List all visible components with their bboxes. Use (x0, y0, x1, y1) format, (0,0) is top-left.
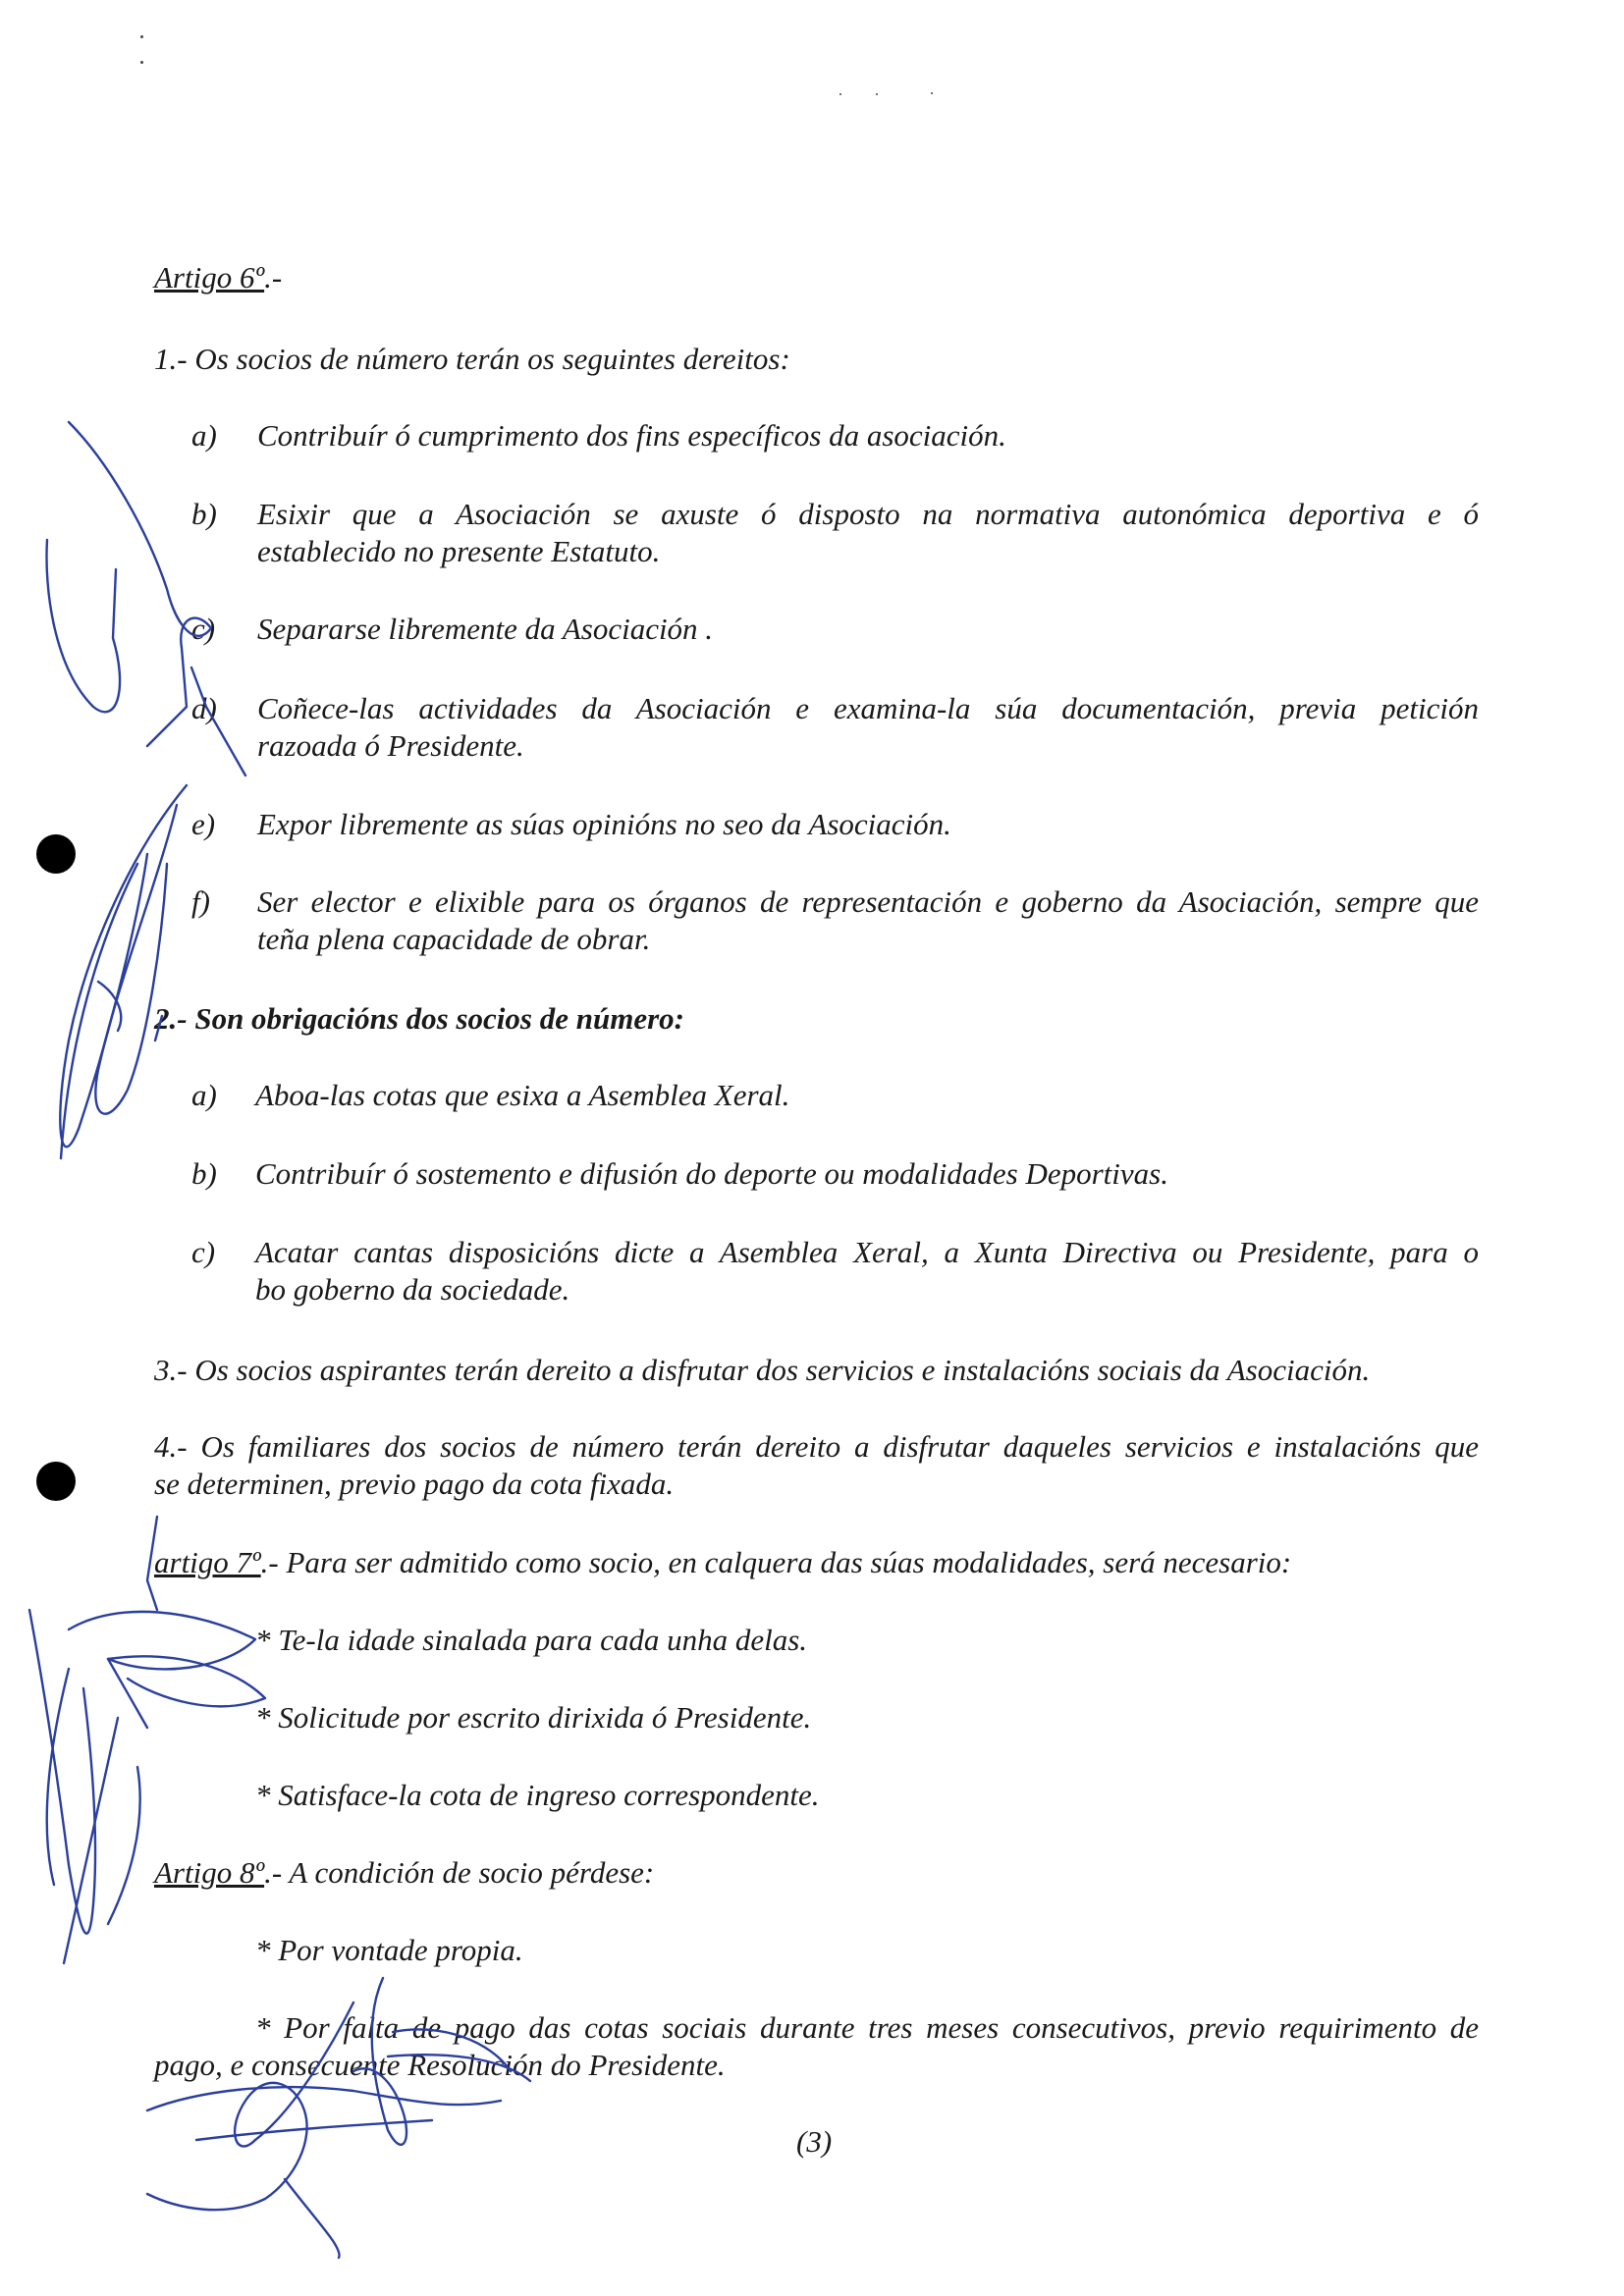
artigo-6-heading (154, 259, 282, 296)
bullet-item: * Por vontade propia. (255, 1933, 523, 1967)
list-item-letter: d) (191, 691, 217, 725)
punch-hole (36, 834, 76, 874)
scan-speck (140, 35, 143, 38)
bullet-item-cont: pago, e consecuente Resolución do Presidente. (154, 2048, 726, 2082)
scan-speck (876, 93, 878, 95)
artigo-6-label: Artigo 6º (154, 260, 265, 294)
bullet-item: * Te-la idade sinalada para cada unha delas. (255, 1623, 808, 1657)
list-item-text: Ser elector e elixible para os órganos de representación e goberno da Asociación, sempre que (257, 884, 1479, 919)
artigo-7-line (154, 1544, 1291, 1581)
list-item-text: Aboa-las cotas que esixa a Asemblea Xeral. (255, 1078, 790, 1112)
bullet-item: * Solicitude por escrito dirixida ó Presidente. (255, 1700, 812, 1735)
artigo-7-label: artigo 7º (154, 1545, 261, 1579)
list-item-text: Esixir que a Asociación se axuste ó disposto na normativa autonómica deportiva e ó (257, 497, 1479, 531)
bullet-item: * Satisface-la cota de ingreso correspondente. (255, 1778, 820, 1812)
list-item-text: Separarse libremente da Asociación . (257, 612, 714, 646)
punch-hole (36, 1462, 76, 1501)
list-item-letter: c) (191, 612, 216, 646)
list-item-text: Contribuír ó cumprimento dos fins específicos da asociación. (257, 418, 1006, 453)
list-item-letter: e) (191, 807, 216, 841)
list-item-letter: a) (191, 418, 217, 453)
list-item-text: Coñece-las actividades da Asociación e examina-la súa documentación, previa petición (257, 691, 1479, 725)
list-item-letter: b) (191, 1156, 217, 1191)
list-item-letter: c) (191, 1235, 216, 1269)
scan-speck (140, 61, 143, 64)
bullet-item: * Por falta de pago das cotas sociais durante tres meses consecutivos, previo requirimento de (255, 2010, 1479, 2045)
list-item-text-cont: teña plena capacidade de obrar. (257, 922, 651, 956)
scan-speck (839, 93, 841, 95)
artigo-8-label: Artigo 8º (154, 1855, 265, 1890)
list-item-text-cont: establecido no presente Estatuto. (257, 534, 661, 568)
list-item-text-cont: razoada ó Presidente. (257, 728, 524, 763)
list-item-text: Acatar cantas disposicións dicte a Asemblea Xeral, a Xunta Directiva ou Presidente, para o (255, 1235, 1479, 1269)
list-item-letter: f) (191, 884, 210, 919)
section-1-title: 1.- Os socios de número terán os seguintes dereitos: (154, 342, 790, 376)
list-item-text: Expor libremente as súas opinións no seo da Asociación. (257, 807, 951, 841)
artigo-7-text: .- Para ser admitido como socio, en calquera das súas modalidades, será necesario: (260, 1545, 1292, 1579)
list-item-text-cont: bo goberno da sociedade. (255, 1272, 570, 1307)
section-4-text: 4.- Os familiares dos socios de número terán dereito a disfrutar daqueles servicios e instalacións que (154, 1429, 1479, 1464)
scan-speck (931, 92, 933, 94)
artigo-8-text: .- A condición de socio pérdese: (264, 1855, 655, 1890)
page-number: (3) (796, 2124, 833, 2159)
artigo-6-suffix: .- (264, 260, 283, 294)
list-item-text: Contribuír ó sostemento e difusión do deporte ou modalidades Deportivas. (255, 1156, 1168, 1191)
artigo-8-line (154, 1854, 654, 1892)
section-4-text-cont: se determinen, previo pago da cota fixada. (154, 1467, 675, 1501)
list-item-letter: a) (191, 1078, 217, 1112)
section-3-text: 3.- Os socios aspirantes terán dereito a disfrutar dos servicios e instalacións sociais da Asociación. (154, 1353, 1371, 1387)
section-2-title: 2.- Son obrigacións dos socios de número: (154, 1001, 684, 1036)
list-item-letter: b) (191, 497, 217, 531)
